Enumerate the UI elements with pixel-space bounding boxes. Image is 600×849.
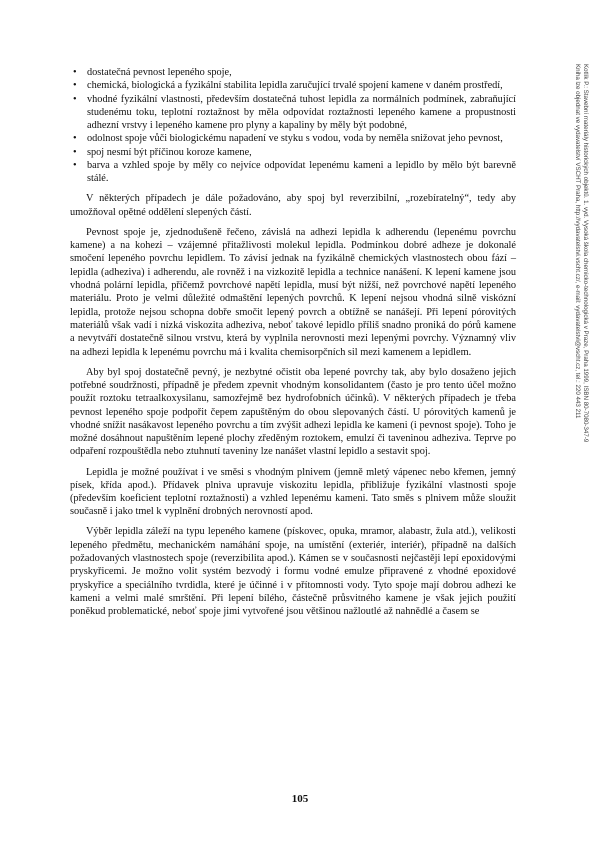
list-item: • barva a vzhled spoje by měly co nejvíce odpovídat lepenému kameni a lepidlo by mělo být barevně stálé.: [70, 159, 516, 186]
paragraph: Výběr lepidla záleží na typu lepeného kamene (pískovec, opuka, mramor, alabastr, žula atd.), velikosti lepeného předmětu, mechanickém namáhání spoje, na umístění (exteriér, interiér), případně na dalších požadovaných vlastnostech spoje (reverzibilita apod.). Kámen se v současnosti nejčastěji lepí epoxidovými pryskyřicemi. Je možno volit systém bezvodý i formu vodné emulze připravené z vhodné epoxidové pryskyřice a speciálního tvrdidla, které je účinné i v přítomnosti vody. Tyto spoje mají dobrou adhezi ke kameni a velmi malé smrštění. Při lepení bílého, částečně průsvitného kamene je však jejich použití poněkud problematické, neboť spoje jimi vytvořené jsou většinou nažloutlé až nahnědlé a časem se: [70, 526, 516, 618]
ordering-info-line: Kniha lze objednat ve vydavatelství VŠCHT Praha, http://vydavatelstvi.vscht.cz/, e-mail: vydavatelstvi@vscht.cz, tel.: 220 443 211: [573, 64, 581, 419]
citation-line: Kotlík P.: Stavební materiály historických objektů. 1. vyd. Vysoká škola chemicko-technologická v Praze, Praha 1999, ISBN 80-7080-347-9: [582, 64, 589, 443]
list-item: • chemická, biologická a fyzikální stabilita lepidla zaručující trvalé spojení kamene v daném prostředí,: [70, 79, 516, 92]
citation-side-note: [545, 64, 589, 744]
requirements-list: [70, 66, 516, 186]
list-item: • dostatečná pevnost lepeného spoje,: [70, 66, 516, 79]
page-number: 105: [291, 793, 309, 805]
paragraph: Lepidla je možné používat i ve směsi s vhodným plnivem (jemně mletý vápenec nebo křemen, jemný písek, křída apod.). Přídavek plniva upravuje viskozitu lepidla, přibližuje fyzikální vlastnosti spoje (především koeficient teplotní roztažnosti) a vzhled lepenému kameni. Tato směs s plnivem může sloužit současně i jako tmel k vyplnění drobných nerovností apod.: [70, 466, 516, 518]
list-item: • spoj nesmí být příčinou koroze kamene,: [70, 146, 516, 159]
main-text: [70, 66, 516, 619]
paragraph: Aby byl spoj dostatečně pevný, je nezbytné očistit oba lepené povrchy tak, aby bylo dosaženo jejich potřebné soudržnosti, případně je předem zpevnit vhodným konsolidantem (často je pro tento účel možno použít roztoku tetraalkoxysilanu, samozřejmě bez hydrofobních účinků). V některých případech je třeba pevnost lepeného spoje podpořit čepem zapuštěným do obou slepovaných částí. U pórovitých kamenů je vhodné snížit nasákavost lepeného povrchu a tím zvýšit adhezi lepidla ke kameni (i pevnost spoje). Toho je možné dosáhnout napuštěním lepené plochy zředěným roztokem, emulzí či taveninou adheziva. Teprve po odpaření rozpouštědla nebo ztuhnutí taveniny lze nanášet vlastní lepidlo a sestavit spoj.: [70, 366, 516, 458]
list-item: • odolnost spoje vůči biologickému napadení ve styku s vodou, voda by neměla snižovat jeho pevnost,: [70, 132, 516, 145]
list-item: • vhodné fyzikální vlastnosti, především dostatečná tuhost lepidla za normálních podmínek, zabraňující studenému toku, teplotní roztažnost by měla odpovídat roztažnosti lepeného kamene a propustnosti adhezní vrstvy i lepeného kamene pro plyny a kapaliny by měly být podobné,: [70, 93, 516, 133]
paragraph: V některých případech je dále požadováno, aby spoj byl reverzibilní, „rozebíratelný“, tedy aby umožňoval opětné oddělení slepených částí.: [70, 193, 516, 218]
paragraph: Pevnost spoje je, zjednodušeně řečeno, závislá na adhezi lepidla k adherendu (lepenému povrchu kamene) a na kohezi – vzájemné přitažlivosti molekul lepidla. Podmínkou dobré adheze je dokonalé smočení lepeného povrchu lepidlem. To závisí jednak na fyzikálně chemických vlastnostech obou fází – lepidla (adheziva) i adherendu, ale rovněž i na vizkozitě lepidla a technice nanášení. K lepení kamene jsou vhodná polární lepidla, přičemž povrchové napětí lepidla, musí být nižší, než povrchové napětí lepeného materiálu. Proto je velmi důležité odmaštění lepených povrchů. K lepení nejsou vhodná silně viskózní lepidla, protože nejsou schopna dobře smočit lepený povrch a obtížně se nanášejí. Při lepení pórovitých materiálů však vadí i nízká viskozita adheziva, neboť takové lepidlo příliš snadno proniká do pórů kamene a nevytváří dostatečně silnou vrstvu, která by vyplnila nerovnosti mezi lepenými povrchy. Významný vliv na adhezi lepidla k lepenému povrchu má i kvalita chemisorpčních sil mezi kamenem a lepidlem.: [70, 226, 516, 358]
